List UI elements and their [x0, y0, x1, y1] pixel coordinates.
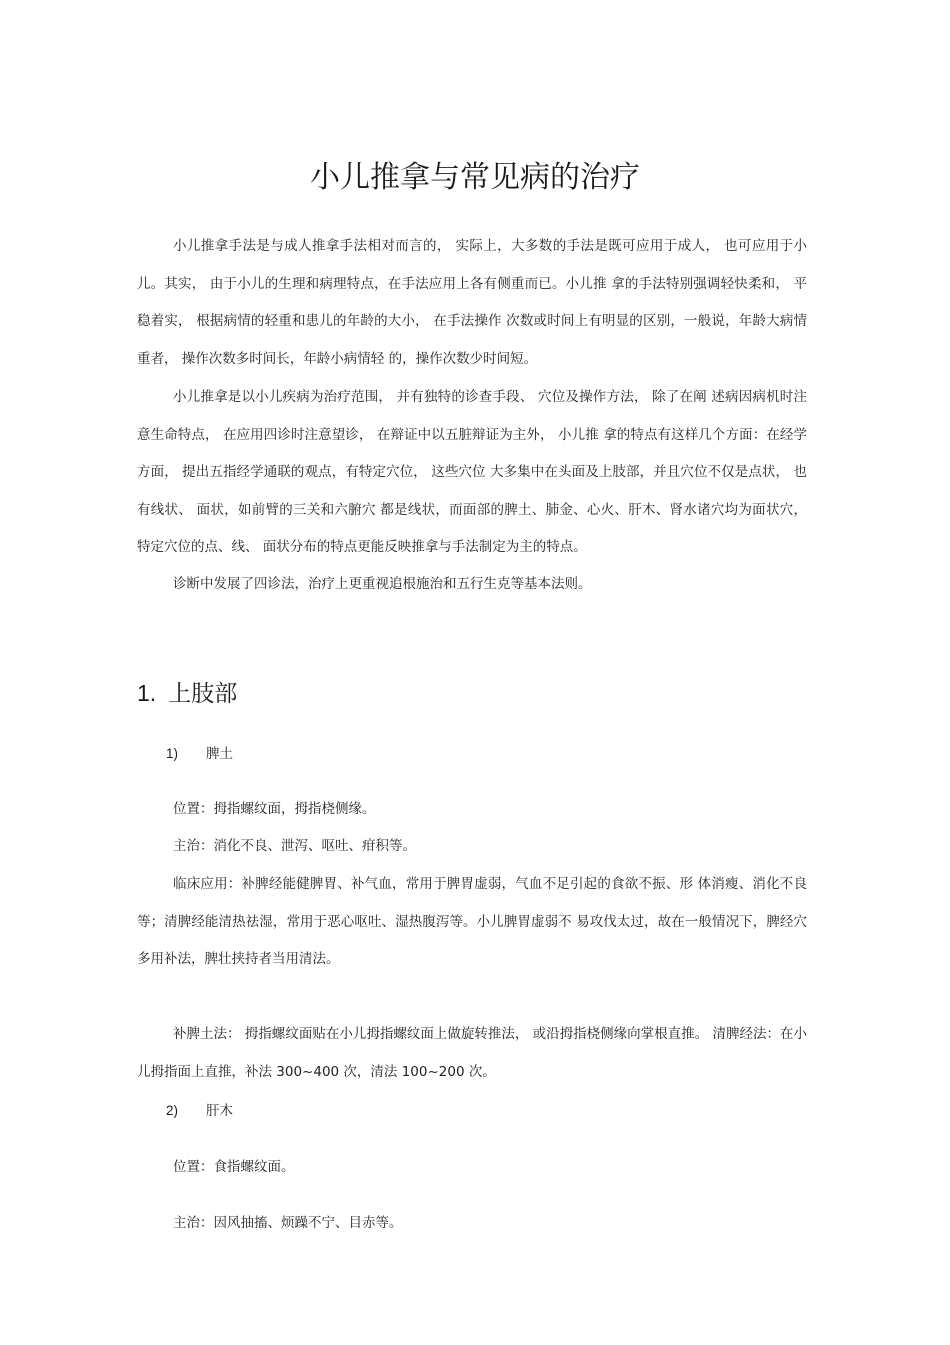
subsection-heading-liver: [166, 1100, 233, 1122]
spleen-indication: 主治：消化不良、泄泻、呕吐、疳积等。: [173, 838, 416, 854]
section-heading-upper-limb: [137, 676, 237, 711]
subsection-title: 脾土: [206, 746, 233, 762]
spleen-method: 补脾土法： 拇指螺纹面贴在小儿拇指螺纹面上做旋转推法， 或沿拇指桡侧缘向掌根直推。 清脾经法：在小儿拇指面上直推，补法 300~400 次，清法 100~200 次。: [137, 1026, 807, 1080]
intro-paragraph-1: 小儿推拿手法是与成人推拿手法相对而言的， 实际上，大多数的手法是既可应用于成人， 也可应用于小儿。其实， 由于小儿的生理和病理特点，在手法应用上各有侧重而已。小儿推 拿的手法特别强调轻快柔和， 平稳着实， 根据病情的轻重和患儿的年龄的大小， 在手法操作 次数或时间上有明显的区别，一般说，年龄大病情重者， 操作次数多时间长，年龄小病情轻 的，操作次数少时间短。: [137, 238, 807, 367]
spleen-position: 位置：拇指螺纹面，拇指桡侧缘。: [173, 801, 376, 817]
spleen-clinical-use: 临床应用：补脾经能健脾胃、补气血，常用于脾胃虚弱，气血不足引起的食欲不振、形 体消瘦、消化不良等；清脾经能清热祛湿，常用于恶心呕吐、湿热腹泻等。小儿脾胃虚弱不 易攻伐太过，故在一般情况下，脾经穴多用补法，脾壮挟持者当用清法。: [137, 876, 807, 967]
intro-paragraph-2: 小儿推拿是以小儿疾病为治疗范围， 并有独特的诊查手段、 穴位及操作方法， 除了在阐 述病因病机时注意生命特点， 在应用四诊时注意望诊， 在辩证中以五脏辩证为主外， 小儿推 拿的特点有这样几个方面：在经学方面， 提出五指经学通联的观点，有特定穴位， 这些穴位 大多集中在头面及上肢部，并且穴位不仅是点状， 也有线状、 面状，如前臂的三关和六腑穴 都是线状，而面部的脾土、肺金、心火、肝木、肾水诸穴均为面状穴，特定穴位的点、线、 面状分布的特点更能反映推拿与手法制定为主的特点。: [137, 389, 807, 555]
subsection-number: 2): [166, 1103, 179, 1118]
subsection-heading-spleen: [166, 743, 233, 765]
section-title: 上肢部: [168, 681, 238, 707]
liver-position: 位置：食指螺纹面。: [173, 1159, 295, 1175]
intro-paragraph-3: 诊断中发展了四诊法，治疗上更重视追根施治和五行生克等基本法则。: [173, 576, 592, 592]
subsection-number: 1): [166, 746, 179, 761]
liver-indication: 主治：因风抽搐、烦躁不宁、目赤等。: [173, 1215, 403, 1231]
document-title: 小儿推拿与常见病的治疗: [310, 160, 640, 195]
section-number: 1.: [137, 680, 157, 706]
subsection-title: 肝木: [206, 1103, 233, 1119]
